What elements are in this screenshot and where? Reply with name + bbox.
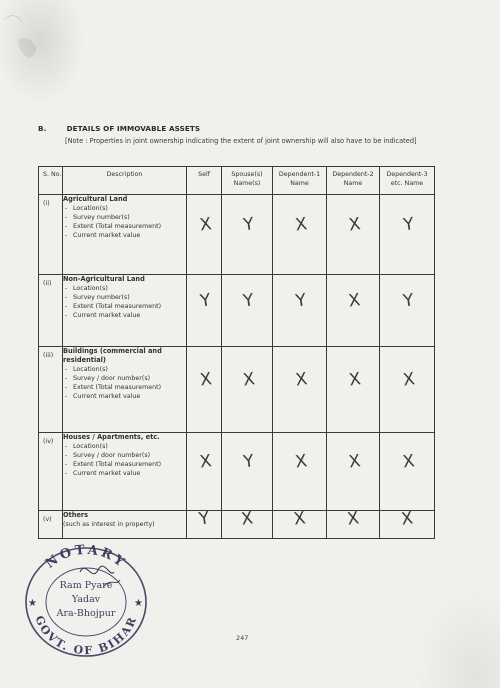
table-row <box>39 347 435 433</box>
mark-cell-dependent-3 <box>380 508 435 539</box>
mark-cell-spouse <box>222 508 273 539</box>
row-number: (i) <box>43 200 50 207</box>
svg-text:★: ★ <box>134 598 143 609</box>
notary-stamp <box>20 542 152 658</box>
mark-cell-dependent-1 <box>273 508 327 539</box>
description-item: - Location(s) <box>63 204 186 213</box>
section-note: [Note : Properties in joint ownership indicating the extent of joint ownership will also have to be indicated] <box>65 137 417 145</box>
handwritten-mark: X <box>346 508 361 530</box>
row-number-cell <box>39 347 63 433</box>
description-item: - Extent (Total measurement) <box>63 222 186 231</box>
handwritten-mark: X <box>198 451 213 473</box>
page-number: 247 <box>236 634 249 642</box>
description-item: - Extent (Total measurement) <box>63 302 186 311</box>
description-item: - Extent (Total measurement) <box>63 460 186 469</box>
column-header-description: Description <box>63 167 187 195</box>
handwritten-mark: Y <box>197 508 211 530</box>
row-number-cell <box>39 195 63 275</box>
table-row <box>39 275 435 347</box>
row-number: (iv) <box>43 438 54 445</box>
handwritten-mark: Y <box>242 214 256 236</box>
row-description <box>63 275 187 347</box>
immovable-assets-table <box>38 166 435 539</box>
mark-cell-dependent-3 <box>380 195 435 275</box>
row-description <box>63 195 187 275</box>
description-item: - Current market value <box>63 469 186 478</box>
mark-cell-dependent-3 <box>380 275 435 347</box>
handwritten-mark: X <box>241 369 257 391</box>
description-item: - Current market value <box>63 392 186 401</box>
handwritten-mark: X <box>347 290 362 312</box>
mark-cell-dependent-3 <box>380 347 435 433</box>
mark-cell-self <box>187 508 222 539</box>
svg-text:Ram Pyare: Ram Pyare <box>59 580 113 591</box>
section-letter: B. <box>38 124 47 133</box>
row-number-cell <box>39 275 63 347</box>
asset-category-subtitle: (such as interest in property) <box>63 521 155 528</box>
table-header-row <box>39 167 435 195</box>
description-item: - Extent (Total measurement) <box>63 383 186 392</box>
row-number: (v) <box>43 516 52 523</box>
section-title: DETAILS OF IMMOVABLE ASSETS <box>66 124 201 133</box>
handwritten-mark: X <box>292 508 307 530</box>
description-item: - Location(s) <box>63 284 186 293</box>
page-smudge <box>0 0 70 80</box>
asset-category-title: Houses / Apartments, etc. <box>63 433 160 441</box>
asset-category-title: Buildings (commercial and residential) <box>63 347 162 364</box>
mark-cell-dependent-2 <box>327 433 380 511</box>
table-row <box>39 511 435 539</box>
handwritten-mark: X <box>294 369 309 391</box>
handwritten-mark: Y <box>402 214 416 236</box>
asset-category-title: Non-Agricultural Land <box>63 275 145 283</box>
handwritten-mark: X <box>294 214 309 236</box>
row-number-cell <box>39 433 63 511</box>
handwritten-mark: X <box>401 451 416 473</box>
mark-cell-dependent-1 <box>273 347 327 433</box>
description-item: - Survey / door number(s) <box>63 374 186 383</box>
description-item: - Location(s) <box>63 442 186 451</box>
column-header-sno: S. No. <box>39 167 63 195</box>
column-header-self: Self <box>187 167 222 195</box>
handwritten-mark: X <box>347 451 362 473</box>
handwritten-mark: Y <box>241 290 255 312</box>
mark-cell-self <box>187 195 222 275</box>
svg-text:GOVT. OF BIHAR: GOVT. OF BIHAR <box>32 613 140 658</box>
mark-cell-self <box>187 433 222 511</box>
mark-cell-dependent-3 <box>380 433 435 511</box>
section-heading <box>38 124 200 133</box>
handwritten-mark: Y <box>242 451 256 473</box>
description-item: - Location(s) <box>63 365 186 374</box>
row-description <box>63 347 187 433</box>
row-number-cell <box>39 511 63 539</box>
mark-cell-dependent-1 <box>273 275 327 347</box>
mark-cell-spouse <box>222 433 273 511</box>
mark-cell-dependent-2 <box>327 508 380 539</box>
handwritten-mark: X <box>198 369 214 391</box>
mark-cell-dependent-1 <box>273 433 327 511</box>
handwritten-mark: Y <box>401 290 415 312</box>
asset-category-title: Others <box>63 511 89 519</box>
handwritten-mark: X <box>400 508 415 530</box>
handwritten-mark: X <box>401 369 417 391</box>
mark-cell-dependent-2 <box>327 347 380 433</box>
mark-cell-spouse <box>222 275 273 347</box>
mark-cell-self <box>187 347 222 433</box>
mark-cell-spouse <box>222 195 273 275</box>
mark-cell-dependent-2 <box>327 275 380 347</box>
table-row <box>39 433 435 511</box>
mark-cell-dependent-1 <box>273 195 327 275</box>
handwritten-mark: Y <box>198 290 212 312</box>
row-number: (ii) <box>43 280 52 287</box>
handwritten-mark: X <box>347 214 362 236</box>
description-item: - Survey number(s) <box>63 213 186 222</box>
description-item: - Current market value <box>63 311 186 320</box>
row-number: (iii) <box>43 352 54 359</box>
handwritten-mark: X <box>294 451 309 473</box>
description-item: - Survey number(s) <box>63 293 186 302</box>
description-item: - Survey / door number(s) <box>63 451 186 460</box>
mark-cell-dependent-2 <box>327 195 380 275</box>
asset-category-title: Agricultural Land <box>63 195 128 203</box>
mark-cell-self <box>187 275 222 347</box>
row-description <box>63 433 187 511</box>
handwritten-mark: Y <box>294 290 308 312</box>
svg-text:★: ★ <box>28 598 37 609</box>
description-item: - Current market value <box>63 231 186 240</box>
column-header-dependent-1: Dependent-1 Name <box>273 167 327 195</box>
column-header-dependent-2: Dependent-2 Name <box>327 167 380 195</box>
row-description <box>63 511 187 539</box>
column-header-dependent-3: Dependent-3 etc. Name <box>380 167 435 195</box>
svg-text:Ara-Bhojpur: Ara-Bhojpur <box>56 608 116 619</box>
handwritten-mark: X <box>198 214 213 236</box>
mark-cell-spouse <box>222 347 273 433</box>
handwritten-mark: X <box>347 369 363 391</box>
svg-text:NOTARY: NOTARY <box>43 542 130 572</box>
column-header-spouse: Spouse(s) Name(s) <box>222 167 273 195</box>
svg-text:Yadav: Yadav <box>71 594 101 605</box>
table-row <box>39 195 435 275</box>
handwritten-mark: X <box>240 508 255 530</box>
